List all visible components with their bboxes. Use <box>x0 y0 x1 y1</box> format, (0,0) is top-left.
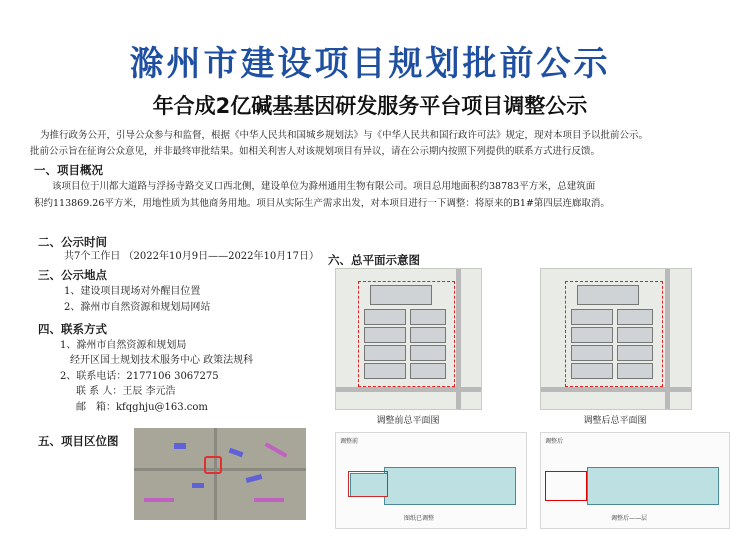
section-5-heading: 五、项目区位图 <box>38 434 119 448</box>
section-3-heading: 三、公示地点 <box>38 268 107 282</box>
intro-line-2: 批前公示旨在征询公众意见，并非最终审批结果。如相关利害人对该规划项目有异议，请在公示期内按照下列提供的联系方式进行反馈。 <box>30 146 601 157</box>
location-item-1: 1、建设项目现场对外醒目位置 <box>64 286 201 297</box>
publicity-period: 共7个工作日 （2022年10月9日——2022年10月17日） <box>64 251 319 262</box>
location-map <box>134 428 306 520</box>
floor-plan-after-title: 调整后——层 <box>611 515 648 522</box>
section-6-heading: 六、总平面示意图 <box>328 253 420 267</box>
site-plan-before <box>335 268 482 410</box>
page-title: 滁州市建设项目规划批前公示 <box>129 44 611 84</box>
section-1-line-2: 积约113869.26平方米，用地性质为其他商务用地。项目从实际生产需求出发，对本项目进行一下调整：将原来的B1#第四层连廊取消。 <box>34 198 610 209</box>
floor-plan-before-label: 调整前 <box>340 438 359 445</box>
intro-line-1: 为推行政务公开，引导公众参与和监督，根据《中华人民共和国城乡规划法》与《中华人民共和国行政许可法》规定，现对本项目予以批前公示。 <box>40 130 649 141</box>
contact-email: 邮 箱：kfqghju@163.com <box>76 402 208 413</box>
project-marker-icon <box>204 456 222 474</box>
section-2-heading: 二、公示时间 <box>38 235 107 249</box>
section-4-heading: 四、联系方式 <box>38 322 107 336</box>
section-1-line-1: 该项目位于川都大道路与浮扬寺路交叉口西北侧，建设单位为滁州通用生物有限公司。项目总用地面积约38783平方米，总建筑面 <box>52 181 596 192</box>
site-plan-before-title: 调整前总平面图 <box>376 416 440 426</box>
site-plan-after <box>540 268 692 410</box>
floor-plan-after <box>540 432 730 529</box>
contact-phone: 2、联系电话：2177106 3067275 <box>60 371 219 382</box>
contact-org-2: 经开区国土规划技术服务中心 政策法规科 <box>70 355 254 366</box>
page-subtitle: 年合成2亿碱基基因研发服务平台项目调整公示 <box>152 94 588 118</box>
floor-plan-before <box>335 432 527 529</box>
floor-plan-after-label: 调整后 <box>545 438 564 445</box>
site-plan-after-title: 调整后总平面图 <box>583 416 647 426</box>
contact-person: 联 系 人：王辰 李元浩 <box>76 386 176 397</box>
section-1-heading: 一、项目概况 <box>34 163 103 177</box>
floor-plan-before-title: 图纸已调整 <box>404 515 435 522</box>
contact-org-1: 1、滁州市自然资源和规划局 <box>60 340 187 351</box>
location-item-2: 2、滁州市自然资源和规划局网站 <box>64 302 211 313</box>
